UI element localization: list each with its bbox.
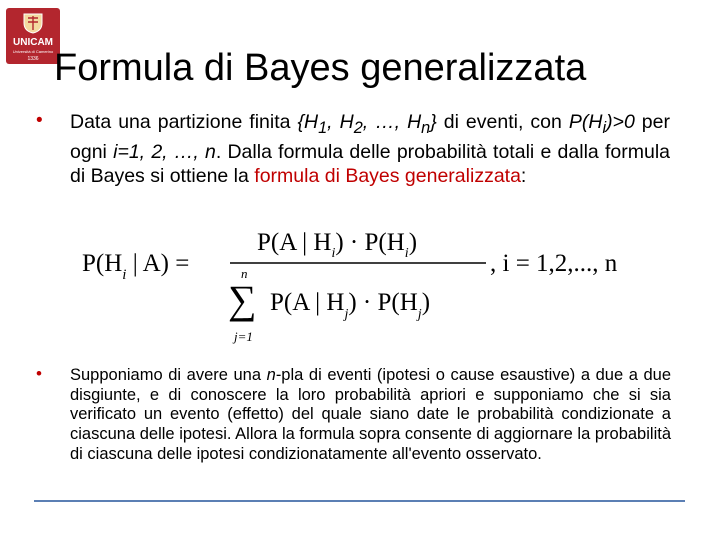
logo-year: 1336 <box>27 56 39 62</box>
bullet-paragraph-2 <box>70 366 671 465</box>
index-range: i=1, 2, …, n <box>113 140 216 163</box>
subscript-n: n <box>421 118 431 137</box>
set-close: } <box>430 111 437 133</box>
n-variable: n <box>266 366 276 384</box>
sum-sign: ∑ <box>228 277 257 322</box>
text-segment: di eventi, con <box>436 111 569 133</box>
formula-index-range: , i = 1,2,..., n <box>490 250 618 277</box>
text-segment: Supponiamo di avere una <box>70 366 267 384</box>
subscript-2: 2 <box>353 118 363 137</box>
set-sep-2: , …, H <box>362 111 422 133</box>
text-segment: per ogni <box>70 111 670 163</box>
bullet-paragraph-1 <box>70 110 670 188</box>
formula-lhs: $P(H_i$ | A) = <box>82 250 190 283</box>
footer-divider <box>34 500 685 502</box>
set-open: {H <box>297 111 319 133</box>
condition-subscript: i <box>602 118 607 137</box>
crest-icon <box>21 12 45 34</box>
text-segment: Data una partizione finita <box>70 111 298 133</box>
logo-name: UNICAM <box>13 37 53 48</box>
sum-upper-limit: n <box>241 266 248 281</box>
subscript-1: 1 <box>318 118 328 137</box>
text-segment: : <box>520 164 527 187</box>
text-segment: -pla di eventi (ipotesi o cause esaustive) a due a due disgiunte, e di conoscere la loro probabilità apriori e supponiamo che si sia verificato un evento (effetto) del quale siano date le probabilità condizionate a ciascuna delle ipotesi. Allora la formula sopra consente di aggiornare la probabilità di ciascuna delle ipotesi condizionatamente all'evento osservato. <box>70 366 671 463</box>
university-logo <box>6 8 60 64</box>
bullet-marker-2: • <box>36 364 42 383</box>
sum-lower-limit: j=1 <box>234 329 253 344</box>
highlight-text: formula di Bayes generalizzata <box>254 164 521 187</box>
condition-rest: )>0 <box>606 111 635 133</box>
text-segment: . Dalla formula delle probabilità totali e dalla formula di Bayes si ottiene la <box>70 140 671 187</box>
slide-title: Formula di Bayes generalizzata <box>54 47 587 89</box>
formula-numerator: P(A | $H_i) \cdot P(H_i)$ <box>257 229 418 261</box>
condition-p: P(H <box>568 111 603 133</box>
bayes-formula <box>80 226 640 348</box>
logo-subtitle: Università di Camerino <box>12 49 54 54</box>
set-sep-1: , H <box>327 111 354 133</box>
bullet-marker-1: • <box>36 110 43 131</box>
formula-denominator: P(A | $H_j) \cdot P(H_j)$ <box>270 289 431 322</box>
